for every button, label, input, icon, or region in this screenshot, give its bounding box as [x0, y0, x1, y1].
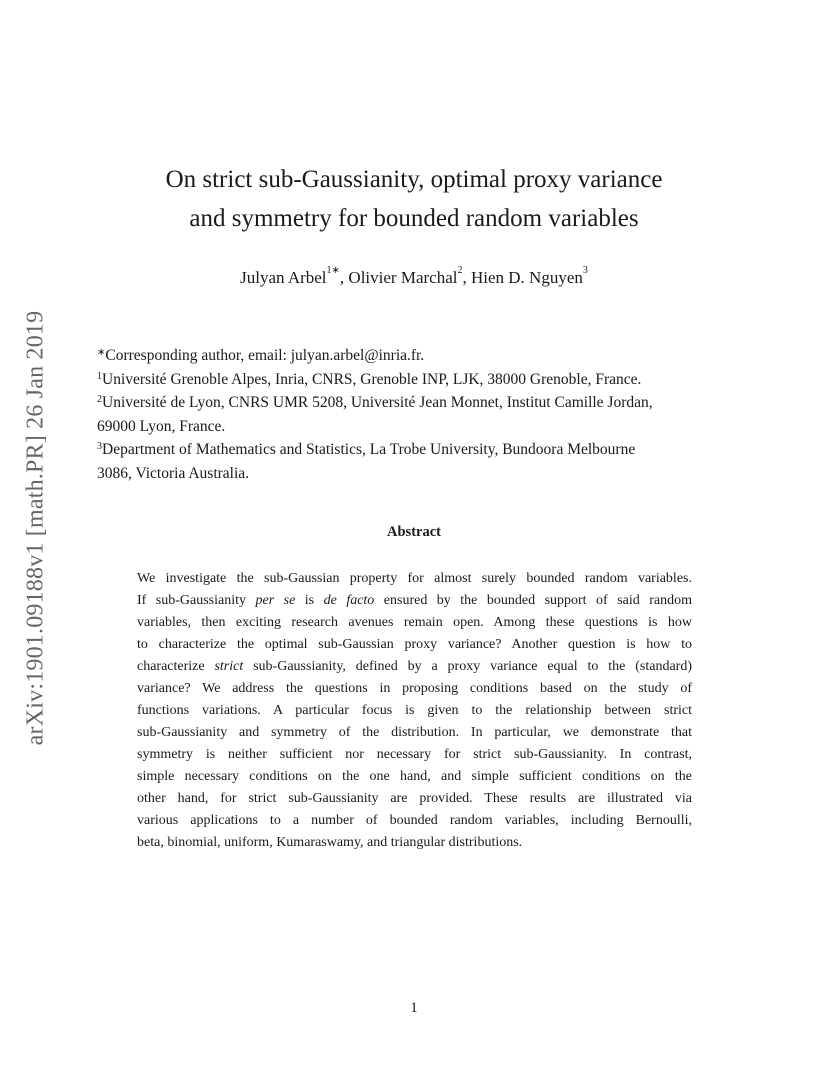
abstract-heading: Abstract — [387, 524, 441, 540]
corresponding-author-note: ∗Corresponding author, email: julyan.arbel@inria.fr. — [97, 347, 425, 364]
page-number: 1 — [410, 1000, 418, 1016]
abstract-line: various applications to a number of bounded random variables, including Bernoulli, — [137, 813, 692, 828]
affiliation-3: $^3$Department of Mathematics and Statistics, La Trobe University, Bundoora Melbourne 3086, Victoria Australia. — [97, 441, 636, 482]
affiliation-1: $^1$Université Grenoble Alpes, Inria, CNRS, Grenoble INP, LJK, 38000 Grenoble, France. — [97, 370, 642, 388]
author-mark: 2 — [457, 265, 463, 276]
abstract-text — [137, 568, 692, 854]
abstract-line: sub-Gaussianity and symmetry of the distribution. In particular, we demonstrate that — [137, 725, 692, 740]
abstract-line: variance? We address the questions in proposing conditions based on the study of — [137, 681, 692, 696]
author-list — [100, 265, 728, 288]
author-mark: 3 — [582, 265, 588, 276]
abstract-line: to characterize the optimal sub-Gaussian proxy variance? Another question is how to — [137, 637, 692, 652]
title-line-2: and symmetry for bounded random variables — [189, 205, 639, 232]
affiliation-2: $^2$Université de Lyon, CNRS UMR 5208, Université Jean Monnet, Institut Camille Jordan, 69000 Lyon, France. — [97, 394, 653, 435]
paper-title — [100, 160, 728, 238]
arxiv-identifier: arXiv:1901.09188v1 [math.PR] 26 Jan 2019 — [22, 310, 49, 746]
abstract-line: other hand, for strict sub-Gaussianity are provided. These results are illustrated via — [137, 791, 692, 806]
abstract-line: simple necessary conditions on the one hand, and simple sufficient conditions on the — [137, 769, 692, 784]
author-nguyen: Hien D. Nguyen$^3$ — [470, 265, 588, 287]
title-line-1: On strict sub-Gaussianity, optimal proxy variance — [165, 166, 663, 193]
author-marchal: Olivier Marchal$^2$, — [348, 265, 471, 287]
abstract-line: symmetry is neither sufficient nor necessary for strict sub-Gaussianity. In contrast, — [137, 747, 692, 762]
abstract-line: characterize strict sub-Gaussianity, defined by a proxy variance equal to the (standard) — [137, 659, 692, 674]
abstract-line: We investigate the sub-Gaussian property for almost surely bounded random variables. — [137, 571, 692, 586]
affiliations — [97, 344, 727, 485]
abstract-line: beta, binomial, uniform, Kumaraswamy, and triangular distributions. — [137, 835, 523, 850]
author-arbel: Julyan Arbel$^{1∗}$, — [240, 265, 349, 287]
abstract-line: variables, then exciting research avenues remain open. Among these questions is how — [137, 615, 692, 630]
abstract-line: functions variations. A particular focus is given to the relationship between strict — [137, 703, 692, 718]
author-mark: 1∗ — [326, 265, 340, 276]
abstract-line: If sub-Gaussianity per se is de facto ensured by the bounded support of said random — [137, 593, 692, 608]
